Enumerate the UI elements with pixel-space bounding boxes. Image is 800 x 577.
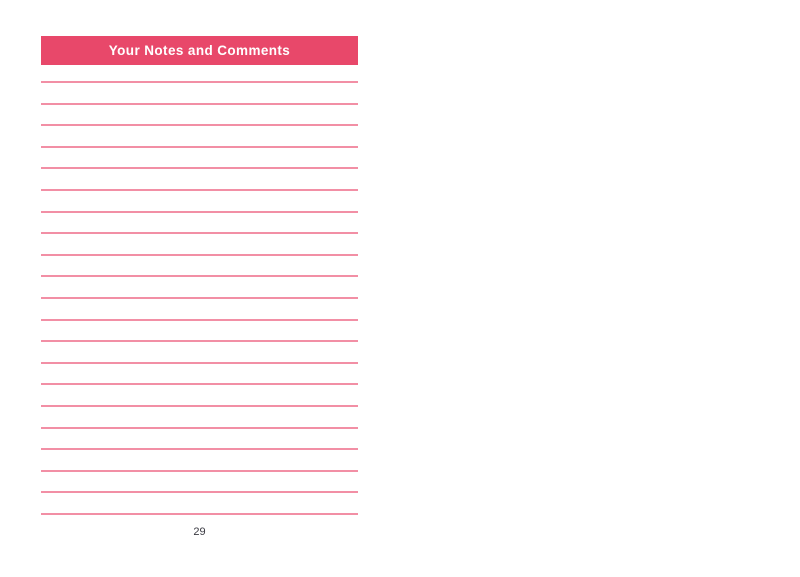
note-rule-line xyxy=(41,81,358,83)
note-rule-line xyxy=(41,189,358,191)
note-rule-line xyxy=(41,103,358,105)
notes-ruled-lines xyxy=(41,81,358,534)
note-rule-line xyxy=(41,470,358,472)
note-rule-line xyxy=(41,167,358,169)
note-rule-line xyxy=(41,383,358,385)
note-rule-line xyxy=(41,448,358,450)
contents-page xyxy=(400,0,800,577)
note-rule-line xyxy=(41,254,358,256)
note-rule-line xyxy=(41,211,358,213)
note-rule-line xyxy=(41,232,358,234)
note-rule-line xyxy=(41,340,358,342)
note-rule-line xyxy=(41,491,358,493)
note-rule-line xyxy=(41,405,358,407)
note-rule-line xyxy=(41,297,358,299)
note-rule-line xyxy=(41,124,358,126)
note-rule-line xyxy=(41,362,358,364)
notes-page-title: Your Notes and Comments xyxy=(108,43,291,58)
note-rule-line xyxy=(41,146,358,148)
note-rule-line xyxy=(41,427,358,429)
notes-page-number: 29 xyxy=(193,526,206,538)
note-rule-line xyxy=(41,275,358,277)
note-rule-line xyxy=(41,319,358,321)
note-rule-line xyxy=(41,513,358,515)
notes-page-header xyxy=(41,36,358,65)
